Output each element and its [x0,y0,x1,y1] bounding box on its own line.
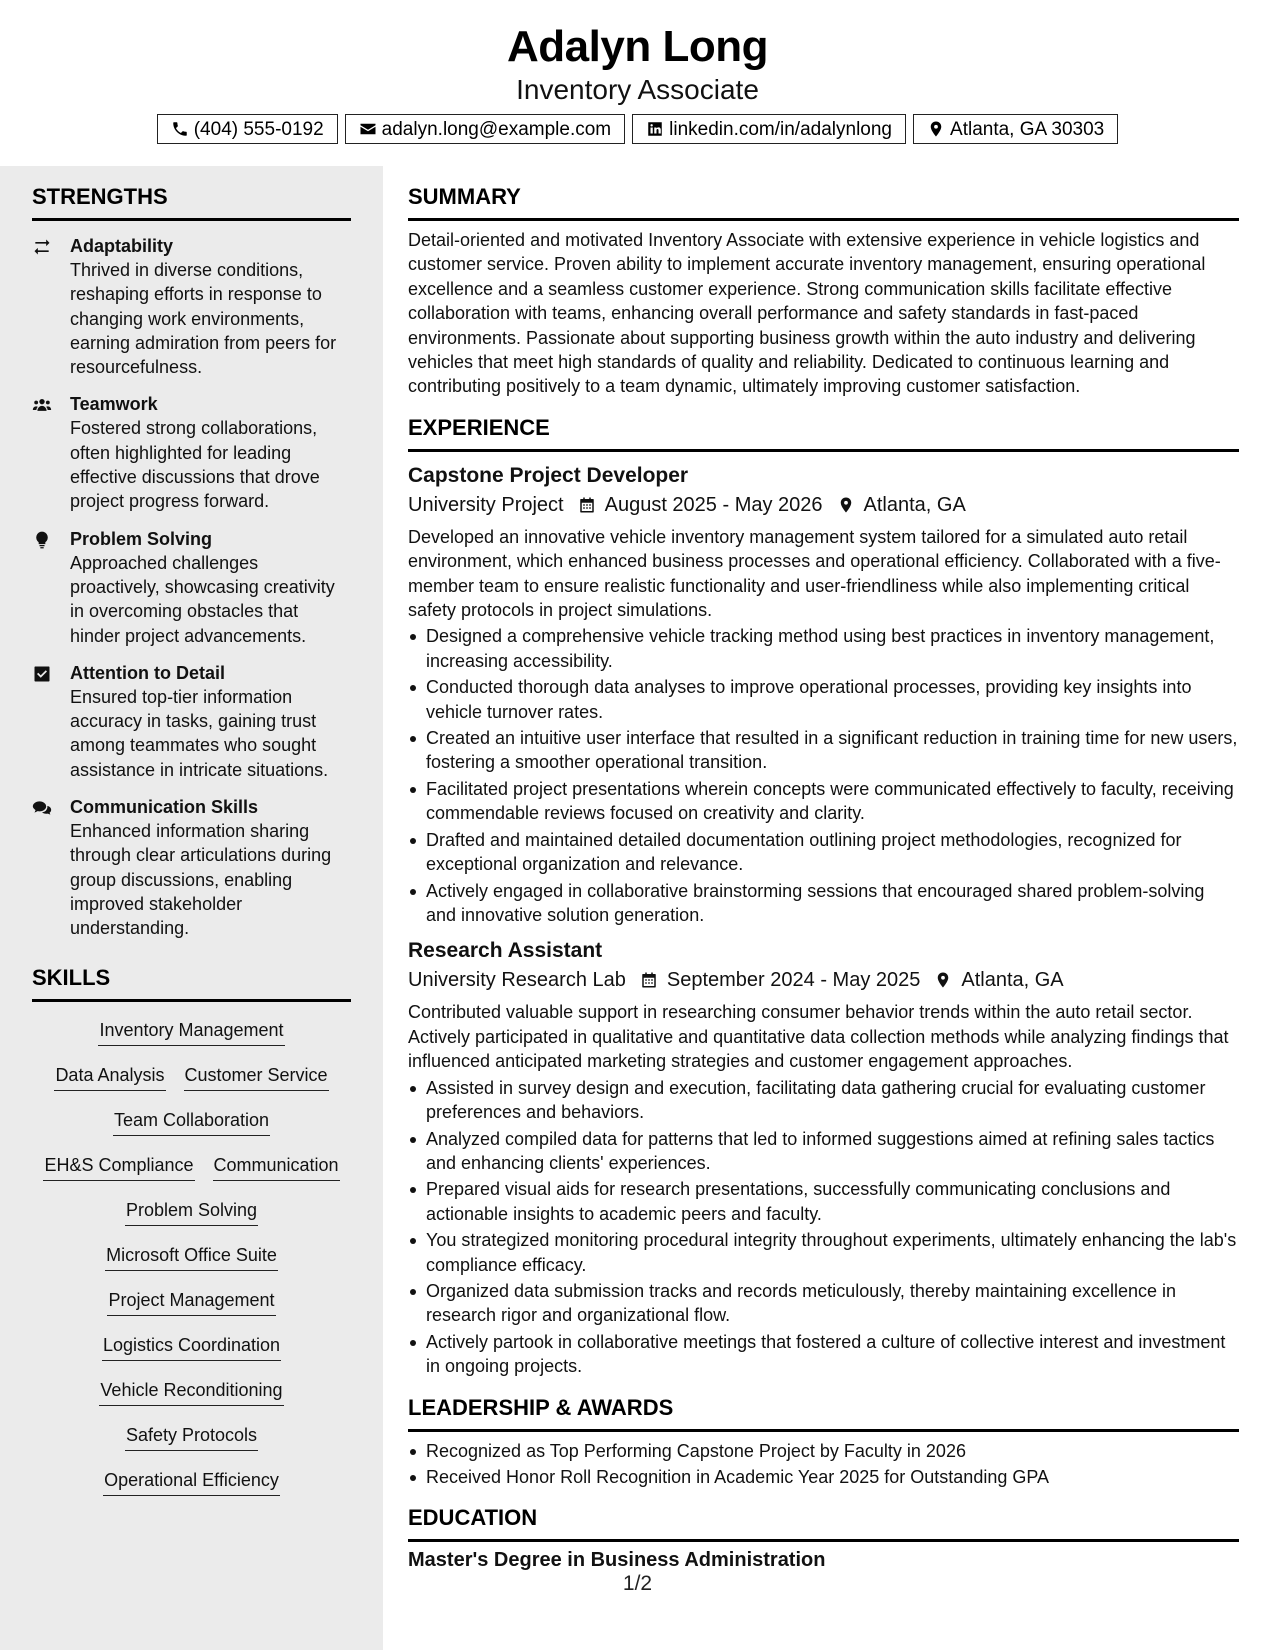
experience-heading: EXPERIENCE [408,415,1239,452]
job-location: Atlanta, GA [961,969,1064,992]
map-pin-icon [927,120,945,138]
phone-icon [171,120,189,138]
job-dates: August 2025 - May 2026 [604,493,823,516]
calendar-icon [640,970,658,990]
users-icon [32,395,52,415]
education-heading: EDUCATION [408,1505,1239,1542]
strength-desc: Fostered strong collaborations, often highlighted for leading effective discussions that drove project progress forward. [70,418,320,512]
list-item: Actively engaged in collaborative brainstorming sessions that encouraged shared problem-solving and innovative solution generation. [408,879,1239,927]
strength-title: Communication Skills [70,797,259,818]
contact-phone[interactable] [157,114,338,144]
arrows-exchange-icon [32,237,52,257]
awards-heading: LEADERSHIP & AWARDS [408,1395,1239,1432]
job-location: Atlanta, GA [863,493,966,516]
skill-tag: Project Management [107,1288,275,1316]
strength-desc: Thrived in diverse conditions, reshaping efforts in response to changing work environments, earning admiration from peers for resourcefulness. [70,260,337,378]
list-item: Prepared visual aids for research presentations, successfully communicating conclusions and actionable insights to academic peers and faculty. [408,1177,1239,1225]
list-item: Received Honor Roll Recognition in Academic Year 2025 for Outstanding GPA [408,1465,1239,1489]
lightbulb-icon [32,530,52,550]
list-item: Actively partook in collaborative meetings that fostered a culture of collective interest and investment in ongoing projects. [408,1330,1239,1378]
degree-title: Master's Degree in Business Administration [408,1549,826,1572]
strength-title: Problem Solving [70,528,213,549]
contact-location [913,114,1118,144]
skill-tag: Logistics Coordination [102,1333,281,1361]
skill-tag: Operational Efficiency [103,1468,280,1496]
skill-tag: Microsoft Office Suite [105,1243,278,1271]
strength-desc: Approached challenges proactively, showcasing creativity in overcoming obstacles that hinder project advancements. [70,552,335,646]
main-column [408,166,1239,1572]
job-entry [408,462,1239,928]
skills-heading: SKILLS [32,965,351,1002]
list-item: Assisted in survey design and execution, facilitating data gathering crucial for evaluating customer preferences and behaviors. [408,1076,1239,1124]
strengths-list [32,234,351,941]
summary-heading: SUMMARY [408,184,1239,221]
skill-tag: Vehicle Reconditioning [99,1378,283,1406]
strength-title: Adaptability [70,236,174,256]
contact-linkedin-text: linkedin.com/in/adalynlong [669,118,893,140]
job-bullets [408,1076,1239,1379]
strength-item [32,527,351,648]
job-meta [408,490,1239,520]
strength-title: Teamwork [70,394,158,415]
job-title: Research Assistant [408,939,603,963]
job-dates: September 2024 - May 2025 [666,969,921,992]
contact-phone-text: (404) 555-0192 [193,118,324,140]
strength-desc: Enhanced information sharing through clear articulations during group discussions, enabling improved stakeholder understanding. [70,821,332,939]
job-org: University Research Lab [408,969,626,992]
experience-section [408,415,1239,1379]
list-item: Designed a comprehensive vehicle tracking method using best practices in inventory management, increasing accessibility. [408,624,1239,672]
list-item: Conducted thorough data analyses to improve operational processes, providing key insights into vehicle turnover rates. [408,675,1239,723]
education-section [408,1505,1239,1572]
contact-linkedin[interactable] [632,114,906,144]
skill-tag: Safety Protocols [125,1423,258,1451]
envelope-icon [359,120,377,138]
strength-item [32,392,351,513]
calendar-icon [578,495,596,515]
strength-item [32,661,351,782]
strength-item [32,795,351,940]
candidate-title: Inventory Associate [516,74,759,105]
sidebar [0,166,383,1650]
list-item: Organized data submission tracks and records meticulously, thereby maintaining excellence in research rigor and organizational flow. [408,1279,1239,1327]
contact-email[interactable] [345,114,625,144]
chat-bubbles-icon [32,798,52,818]
job-title: Capstone Project Developer [408,463,689,487]
list-item: Created an intuitive user interface that resulted in a significant reduction in training time for new users, fostering a smoother operational transition. [408,726,1239,774]
job-bullets [408,624,1239,927]
checkbox-icon [32,664,52,684]
page-number: 1/2 [622,1572,653,1595]
contact-location-text: Atlanta, GA 30303 [950,118,1105,140]
skill-tag: EH&S Compliance [43,1153,194,1181]
job-meta [408,965,1239,995]
skill-tag: Team Collaboration [113,1108,270,1136]
job-entry [408,937,1239,1378]
linkedin-icon [646,120,664,138]
skill-tag: Customer Service [184,1063,329,1091]
contact-row [0,114,1275,144]
contact-email-text: adalyn.long@example.com [381,118,612,140]
list-item: Drafted and maintained detailed documentation outlining project methodologies, recognized for exceptional organization and relevance. [408,828,1239,876]
job-description: Contributed valuable support in researching consumer behavior trends within the auto retail sector. Actively participated in qualitative and quantitative data collection methods while analyzing findings that influenced anticipated marketing strategies and customer engagement approaches. [408,1002,1229,1072]
candidate-name: Adalyn Long [507,22,768,71]
list-item: Analyzed compiled data for patterns that led to informed suggestions aimed at refining sales tactics and enhancing clients' experiences. [408,1127,1239,1175]
awards-section [408,1395,1239,1490]
job-org: University Project [408,493,564,516]
strength-item [32,234,351,379]
strength-title: Attention to Detail [70,662,225,683]
map-pin-icon [837,495,855,515]
job-description: Developed an innovative vehicle inventory management system tailored for a simulated auto retail environment, which enhanced business processes and operational efficiency. Collaborated with a five-member team to ensure realistic functionality and user-friendliness while also implementing critical safety protocols in project simulations. [408,526,1221,621]
list-item: Recognized as Top Performing Capstone Project by Faculty in 2026 [408,1439,1239,1463]
list-item: Facilitated project presentations wherein concepts were communicated effectively to faculty, receiving commendable reviews focused on creativity and clarity. [408,777,1239,825]
skill-tag: Inventory Management [98,1018,284,1046]
skill-tag: Communication [213,1153,340,1181]
skill-tag: Problem Solving [125,1198,258,1226]
list-item: You strategized monitoring procedural integrity throughout experiments, ultimately enhancing the lab's compliance efficacy. [408,1228,1239,1276]
map-pin-icon [934,970,952,990]
awards-list [408,1439,1239,1490]
summary-section [408,184,1239,399]
strengths-heading: STRENGTHS [32,184,351,221]
skill-tag: Data Analysis [54,1063,165,1091]
skills-list [32,1012,351,1507]
resume-header [0,0,1275,166]
strength-desc: Ensured top-tier information accuracy in tasks, gaining trust among teammates who sought assistance in intricate situations. [70,686,329,780]
summary-text: Detail-oriented and motivated Inventory Associate with extensive experience in vehicle logistics and customer service. Proven ability to implement accurate inventory management, ensuring operational excellence and a seamless customer experience. Strong communication skills facilitate effective collaboration with teams, enhancing overall performance and safety standards in fast-paced environments. Passionate about supporting business growth within the auto industry and delivering vehicles that meet high standards of quality and reliability. Dedicated to continuous learning and contributing positively to a team dynamic, ultimately improving customer satisfaction. [408,230,1206,397]
